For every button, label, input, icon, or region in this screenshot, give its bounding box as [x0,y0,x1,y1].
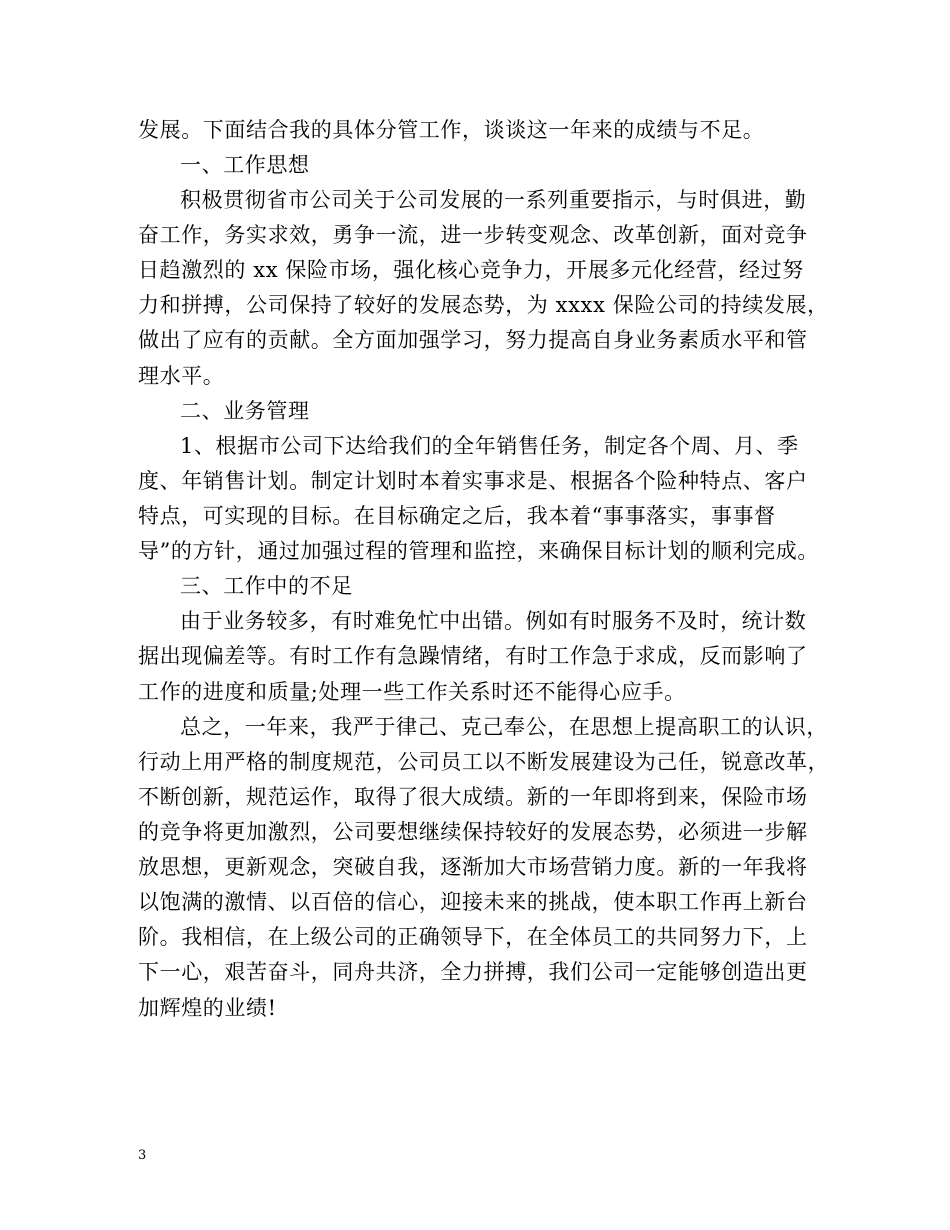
body-line: 由于业务较多，有时难免忙中出错。例如有时服务不及时，统计数 [180,609,807,633]
body-line: 以饱满的激情、以百倍的信心，迎接未来的挑战，使本职工作再上新台 [138,890,808,914]
body-line: 行动上用严格的制度规范，公司员工以不断发展建设为己任，锐意改革， [138,750,830,774]
body-line: 工作的进度和质量;处理一些工作关系时还不能得心应手。 [138,680,686,704]
body-line: 日趋激烈的 xx 保险市场，强化核心竞争力，开展多元化经营，经过努 [138,258,804,282]
body-line: 的竞争将更加激烈，公司要想继续保持较好的发展态势，必须进一步解 [138,820,808,844]
body-line: 不断创新，规范运作，取得了很大成绩。新的一年即将到来，保险市场 [138,785,808,809]
body-line: 理水平。 [138,364,225,388]
section-heading: 一、工作思想 [180,153,310,177]
body-line: 1、根据市公司下达给我们的全年销售任务，制定各个周、月、季 [180,434,799,458]
body-line: 积极贯彻省市公司关于公司发展的一系列重要指示，与时俱进，勤 [180,188,807,212]
body-line: 下一心，艰苦奋斗，同舟共济，全力拼搏，我们公司一定能够创造出更 [138,960,808,984]
body-line: 据出现偏差等。有时工作有急躁情绪，有时工作急于求成，反而影响了 [138,644,808,668]
section-heading: 二、业务管理 [180,399,310,423]
body-line: 力和拼搏，公司保持了较好的发展态势，为 xxxx 保险公司的持续发展， [138,293,829,317]
body-line: 阶。我相信，在上级公司的正确领导下，在全体员工的共同努力下，上 [138,925,808,949]
body-line: 特点，可实现的目标。在目标确定之后，我本着“事事落实，事事督 [138,504,776,528]
body-line: 做出了应有的贡献。全方面加强学习，努力提高自身业务素质水平和管 [138,328,808,352]
body-line: 放思想，更新观念，突破自我，逐渐加大市场营销力度。新的一年我将 [138,855,808,879]
body-line: 导”的方针，通过加强过程的管理和监控，来确保目标计划的顺利完成。 [138,539,819,563]
body-line: 发展。下面结合我的具体分管工作，谈谈这一年来的成绩与不足。 [138,118,765,142]
body-line: 总之，一年来，我严于律己、克己奉公，在思想上提高职工的认识， [180,715,828,739]
page-number: 3 [138,1148,147,1163]
section-heading: 三、工作中的不足 [180,574,353,598]
body-line: 度、年销售计划。制定计划时本着实事求是、根据各个险种特点、客户 [138,469,808,493]
body-line: 奋工作，务实求效，勇争一流，进一步转变观念、改革创新，面对竞争 [138,223,808,247]
body-line: 加辉煌的业绩! [138,996,277,1020]
